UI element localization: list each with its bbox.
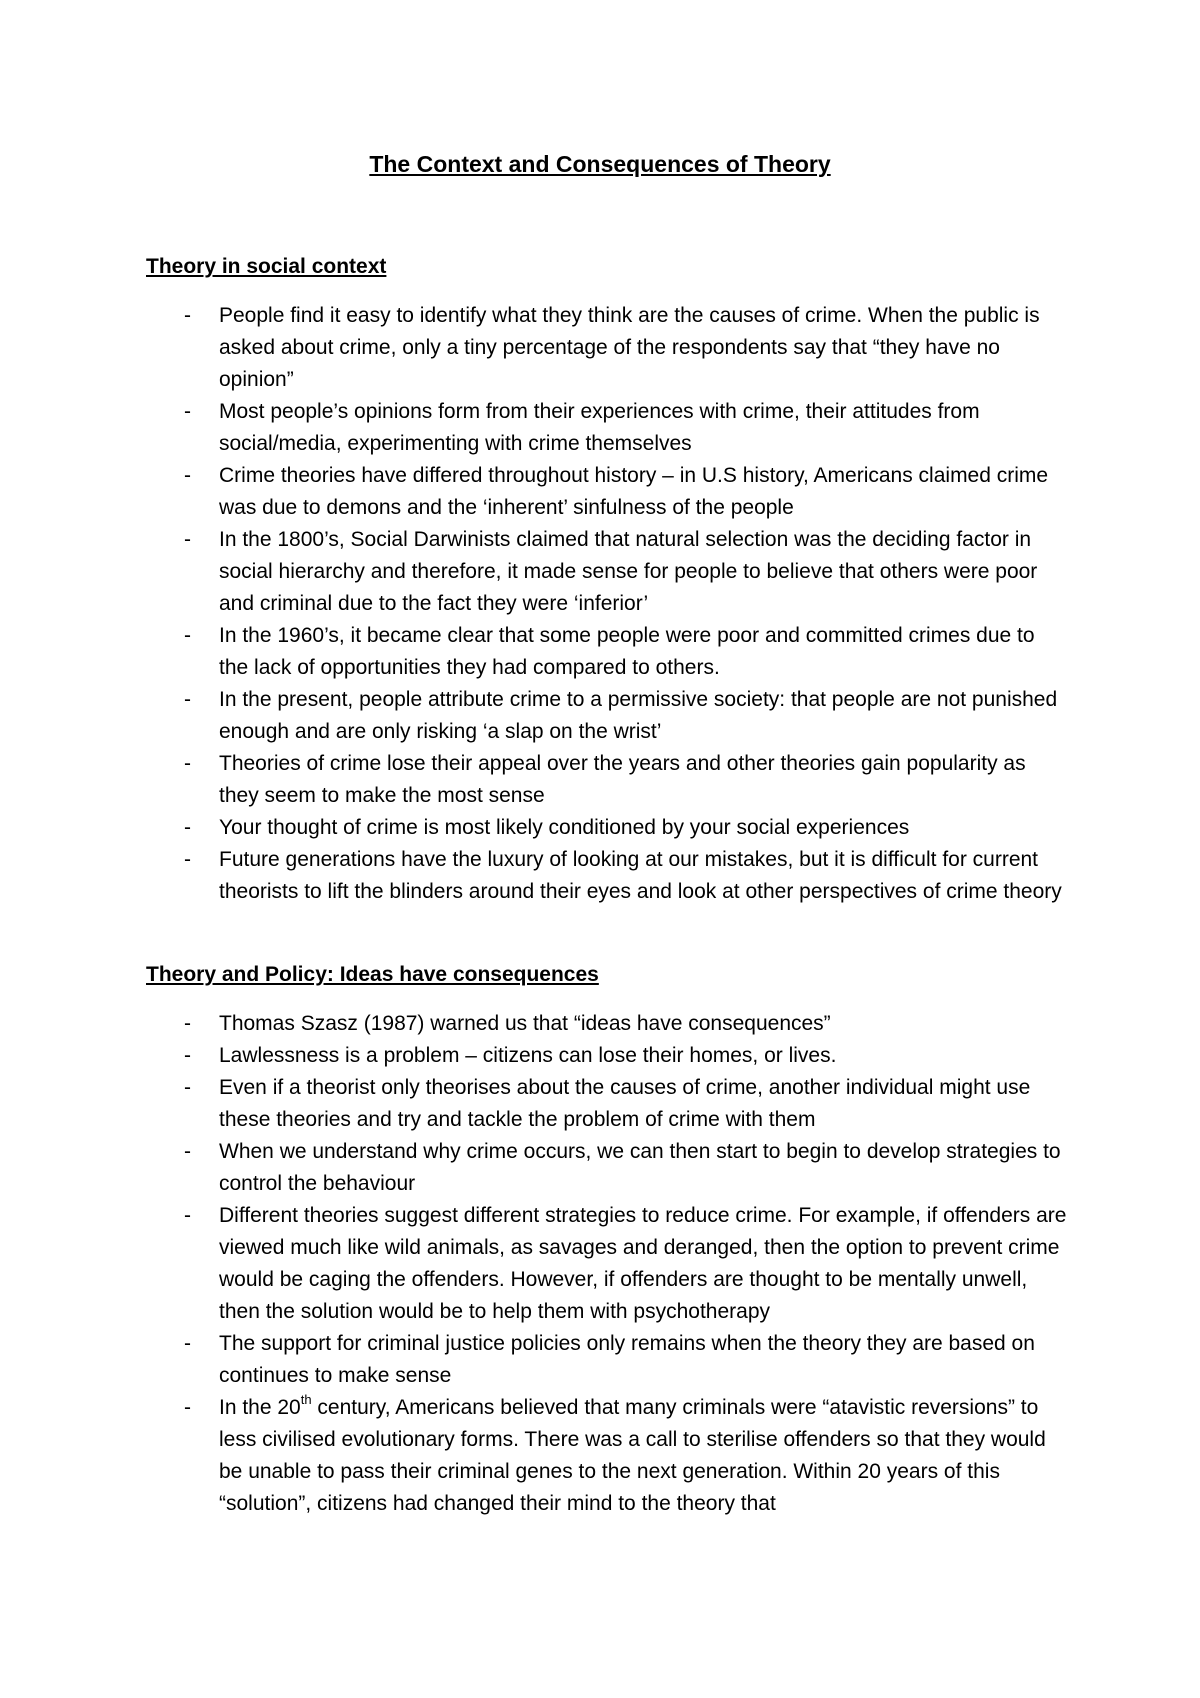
list-item	[0, 1328, 1069, 1392]
list-item-text: People find it easy to identify what they think are the causes of crime. When the public is asked about crime, only a tiny percentage of the respondents say that “they have no opinion”	[219, 304, 1040, 391]
bullet-dash: -	[184, 752, 191, 775]
bullet-dash: -	[184, 304, 191, 327]
bullet-dash: -	[184, 1204, 191, 1227]
superscript-th: th	[300, 1392, 312, 1407]
bullet-dash: -	[184, 688, 191, 711]
list-item-text: In the 1800’s, Social Darwinists claimed that natural selection was the deciding factor in social hierarchy and therefore, it made sense for people to believe that others were poor and criminal due to the fact they were ‘inferior’	[219, 528, 1038, 615]
list-item	[0, 396, 1069, 460]
list-item	[0, 844, 1069, 908]
bullet-dash: -	[184, 1140, 191, 1163]
list-item	[0, 1040, 1069, 1072]
bullet-dash: -	[184, 1332, 191, 1355]
list-item	[0, 1392, 1069, 1520]
list-item-text: Your thought of crime is most likely conditioned by your social experiences	[219, 816, 910, 839]
bullet-dash: -	[184, 1396, 191, 1419]
list-item-text: When we understand why crime occurs, we can then start to begin to develop strategies to control the behaviour	[219, 1140, 1061, 1195]
list-item-text: In the present, people attribute crime to a permissive society: that people are not punished enough and are only risking ‘a slap on the wrist’	[219, 688, 1058, 743]
list-item-text-start: In the 20	[219, 1396, 301, 1419]
bullet-dash: -	[184, 1012, 191, 1035]
bullet-dash: -	[184, 816, 191, 839]
bullet-dash: -	[184, 1076, 191, 1099]
section-heading-theory-policy: Theory and Policy: Ideas have consequences	[146, 963, 599, 986]
list-item	[0, 1200, 1069, 1328]
list-item-text: Crime theories have differed throughout history – in U.S history, Americans claimed crime was due to demons and the ‘inherent’ sinfulness of the people	[219, 464, 1049, 519]
bullet-list-social-context	[0, 300, 1200, 908]
list-item-text: Thomas Szasz (1987) warned us that “ideas have consequences”	[219, 1012, 831, 1035]
bullet-list-theory-policy	[0, 1008, 1200, 1520]
bullet-dash: -	[184, 1044, 191, 1067]
list-item-text: Even if a theorist only theorises about the causes of crime, another individual might use these theories and try and tackle the problem of crime with them	[219, 1076, 1031, 1131]
list-item	[0, 620, 1069, 684]
list-item-text: The support for criminal justice policies only remains when the theory they are based on continues to make sense	[219, 1332, 1035, 1387]
list-item-text: Theories of crime lose their appeal over the years and other theories gain popularity as they seem to make the most sense	[219, 752, 1026, 807]
list-item	[0, 524, 1069, 620]
list-item-text: Different theories suggest different strategies to reduce crime. For example, if offenders are viewed much like wild animals, as savages and deranged, then the option to prevent crime would be caging the offenders. However, if offenders are thought to be mentally unwell, then the solution would be to help them with psychotherapy	[219, 1204, 1067, 1323]
bullet-dash: -	[184, 848, 191, 871]
bullet-dash: -	[184, 528, 191, 551]
document-title: The Context and Consequences of Theory	[369, 151, 831, 177]
list-item-text: Future generations have the luxury of looking at our mistakes, but it is difficult for current theorists to lift the blinders around their eyes and look at other perspectives of crime theory	[219, 848, 1062, 903]
list-item	[0, 1072, 1069, 1136]
list-item-text: Most people’s opinions form from their experiences with crime, their attitudes from social/media, experimenting with crime themselves	[219, 400, 980, 455]
bullet-dash: -	[184, 624, 191, 647]
list-item	[0, 684, 1069, 748]
section-heading-social-context: Theory in social context	[146, 255, 387, 278]
list-item	[0, 300, 1069, 396]
bullet-dash: -	[184, 400, 191, 423]
bullet-dash: -	[184, 464, 191, 487]
list-item	[0, 748, 1069, 812]
list-item	[0, 460, 1069, 524]
list-item	[0, 812, 1069, 844]
list-item	[0, 1008, 1069, 1040]
list-item-text-end: century, Americans believed that many criminals were “atavistic reversions” to less civilised evolutionary forms. There was a call to sterilise offenders so that they would be unable to pass their criminal genes to the next generation. Within 20 years of this “solution”, citizens had changed their mind to the theory that	[219, 1396, 1046, 1515]
list-item	[0, 1136, 1069, 1200]
list-item-text: In the 1960’s, it became clear that some people were poor and committed crimes due to the lack of opportunities they had compared to others.	[219, 624, 1035, 679]
list-item-text: Lawlessness is a problem – citizens can lose their homes, or lives.	[219, 1044, 837, 1067]
